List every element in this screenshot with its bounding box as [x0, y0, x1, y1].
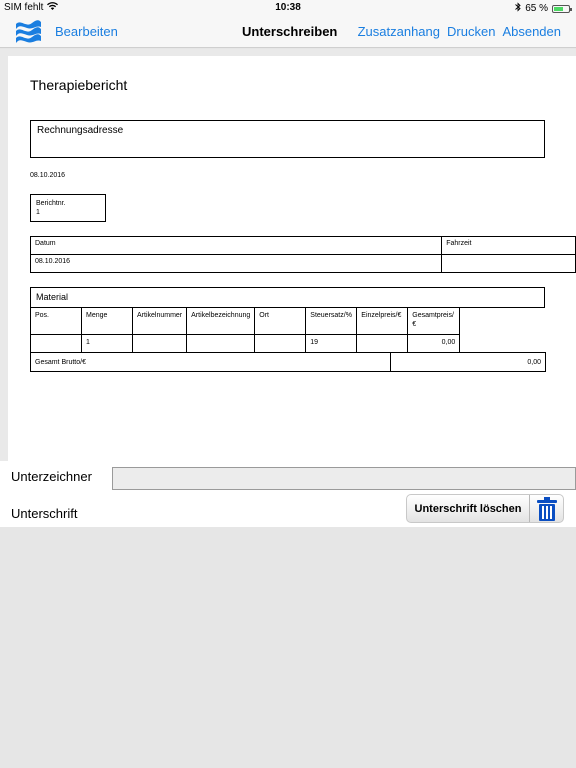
- status-bar: [0, 0, 576, 16]
- table-cell: [255, 335, 306, 353]
- report-title: Therapiebericht: [30, 77, 128, 93]
- total-value: 0,00: [391, 353, 546, 372]
- clock: 10:38: [275, 2, 301, 13]
- battery-icon: [552, 5, 570, 13]
- signature-panel: [0, 461, 576, 527]
- report-number-value: 1: [36, 209, 40, 216]
- page-title: Unterschreiben: [242, 24, 338, 39]
- carrier-label: SIM fehlt: [4, 2, 44, 13]
- table-cell: 1: [82, 335, 133, 353]
- report-page: [8, 56, 576, 461]
- column-header: Pos.: [31, 308, 82, 335]
- table-cell: 0,00: [408, 335, 460, 353]
- column-header: Steuersatz/%: [306, 308, 357, 335]
- table-cell: [357, 335, 408, 353]
- column-header: Artikelnummer: [133, 308, 187, 335]
- material-title: Material: [36, 292, 69, 302]
- battery-percent: 65 %: [525, 3, 548, 14]
- signature-canvas[interactable]: [0, 527, 576, 768]
- app-logo-icon[interactable]: [14, 19, 42, 45]
- send-button[interactable]: Absenden: [502, 24, 561, 39]
- signer-input[interactable]: [112, 467, 576, 490]
- navigation-bar: [0, 16, 576, 48]
- billing-address-label: Rechnungsadresse: [37, 125, 124, 136]
- column-header: Einzelpreis/€: [357, 308, 408, 335]
- column-header: Artikelbezeichnung: [187, 308, 255, 335]
- print-button[interactable]: Drucken: [447, 24, 496, 39]
- table-cell: [187, 335, 255, 353]
- edit-button[interactable]: Bearbeiten: [55, 24, 118, 39]
- report-number-box: [30, 194, 106, 222]
- date-value: 08.10.2016: [31, 255, 442, 273]
- travel-time-value: [442, 255, 576, 273]
- table-cell: [31, 335, 82, 353]
- table-row: [31, 335, 460, 353]
- report-date: 08.10.2016: [30, 172, 66, 179]
- column-header: Gesamtpreis/€: [408, 308, 460, 335]
- signer-label: Unterzeichner: [11, 469, 92, 484]
- material-header: [30, 287, 545, 308]
- signature-label: Unterschrift: [11, 506, 78, 521]
- date-header: Datum: [31, 237, 442, 255]
- trash-icon[interactable]: [530, 496, 563, 522]
- clear-signature-button[interactable]: [406, 494, 564, 523]
- column-header: Menge: [82, 308, 133, 335]
- material-table: [30, 307, 460, 353]
- total-table: [30, 352, 546, 372]
- bluetooth-icon: [515, 2, 521, 15]
- report-number-label: Berichtnr.: [36, 200, 66, 207]
- table-header-row: [31, 308, 460, 335]
- date-table: [30, 236, 576, 273]
- document-preview[interactable]: [0, 49, 576, 461]
- table-cell: 19: [306, 335, 357, 353]
- table-cell: [133, 335, 187, 353]
- column-header: Ort: [255, 308, 306, 335]
- attachment-button[interactable]: Zusatzanhang: [357, 24, 441, 39]
- total-label: Gesamt Brutto/€: [31, 353, 391, 372]
- billing-address-box: [30, 120, 545, 158]
- clear-signature-label: Unterschrift löschen: [414, 502, 522, 515]
- travel-time-header: Fahrzeit: [442, 237, 576, 255]
